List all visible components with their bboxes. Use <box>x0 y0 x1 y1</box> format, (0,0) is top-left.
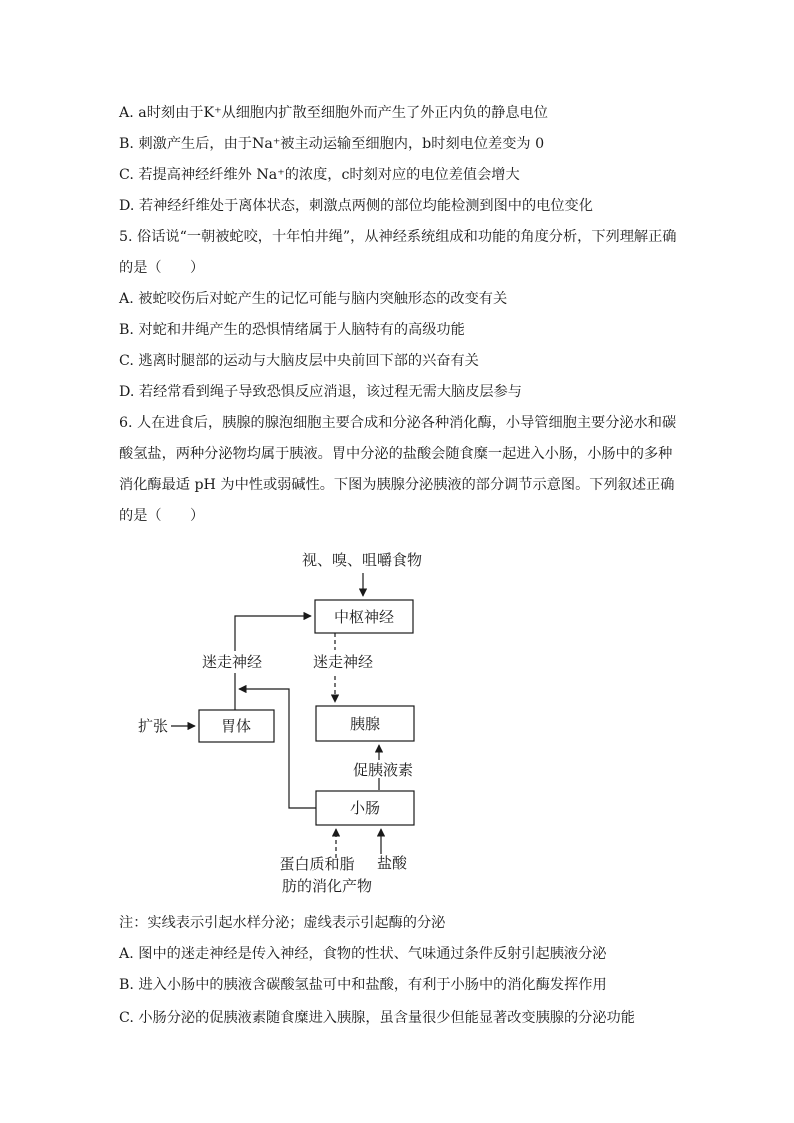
intestine-to-vagus-line <box>239 689 316 808</box>
central-nerve-label: 中枢神经 <box>333 608 395 626</box>
q5-option-a: A. 被蛇咬伤后对蛇产生的记忆可能与脑内突触形态的改变有关 <box>119 291 508 307</box>
q4-option-d: D. 若神经纤维处于离体状态，刺激点两侧的部位均能检测到图中的电位变化 <box>119 198 593 214</box>
q4-option-a: A. a时刻由于K⁺从细胞内扩散至细胞外而产生了外正内负的静息电位 <box>119 105 548 121</box>
q4-option-c: C. 若提高神经纤维外 Na⁺的浓度，c时刻对应的电位差值会增大 <box>119 167 520 183</box>
q6-option-a: A. 图中的迷走神经是传入神经，食物的性状、气味通过条件反射引起胰液分泌 <box>119 946 607 962</box>
expand-label: 扩张 <box>137 717 169 735</box>
q5-option-d: D. 若经常看到绳子导致恐惧反应消退，该过程无需大脑皮层参与 <box>119 384 522 400</box>
q6-stem-line4: 的是（ ） <box>119 508 205 524</box>
q6-stem-line1: 6. 人在进食后，胰腺的腺泡细胞主要合成和分泌各种消化酶，小导管细胞主要分泌水和碳 <box>119 415 677 431</box>
efferent-vagus-label: 迷走神经 <box>312 653 374 671</box>
pancreas-label: 胰腺 <box>349 715 381 733</box>
digestion-products-label-line2: 肪的消化产物 <box>281 877 373 895</box>
afferent-vagus-label: 迷走神经 <box>201 653 263 671</box>
q5-option-c: C. 逃离时腿部的运动与大脑皮层中央前回下部的兴奋有关 <box>119 353 479 369</box>
secretin-label: 促胰液素 <box>352 761 414 779</box>
stimulus-label: 视、嗅、咀嚼食物 <box>301 551 423 569</box>
diagram-note: 注：实线表示引起水样分泌；虚线表示引起酶的分泌 <box>119 915 446 931</box>
q6-stem-line3: 消化酶最适 pH 为中性或弱碱性。下图为胰腺分泌胰液的部分调节示意图。下列叙述正确 <box>119 477 675 493</box>
hcl-label: 盐酸 <box>376 854 408 872</box>
intestine-label: 小肠 <box>349 799 381 817</box>
digestion-products-label-line1: 蛋白质和脂 <box>279 855 355 873</box>
q5-option-b: B. 对蛇和井绳产生的恐惧情绪属于人脑特有的高级功能 <box>119 322 465 338</box>
q6-option-c: C. 小肠分泌的促胰液素随食糜进入胰腺，虽含量很少但能显著改变胰腺的分泌功能 <box>119 1010 635 1026</box>
q6-option-b: B. 进入小肠中的胰液含碳酸氢盐可中和盐酸，有利于小肠中的消化酶发挥作用 <box>119 977 607 993</box>
q5-stem-line1: 5. 俗话说“一朝被蛇咬，十年怕井绳”，从神经系统组成和功能的角度分析，下列理解正确 <box>119 229 677 245</box>
q6-stem-line2: 酸氢盐，两种分泌物均属于胰液。胃中分泌的盐酸会随食糜一起进入小肠，小肠中的多种 <box>119 446 673 462</box>
stomach-label: 胃体 <box>220 717 252 735</box>
q5-stem-line2: 的是（ ） <box>119 260 205 276</box>
q4-option-b: B. 刺激产生后，由于Na⁺被主动运输至细胞内，b时刻电位差变为 0 <box>119 136 545 152</box>
